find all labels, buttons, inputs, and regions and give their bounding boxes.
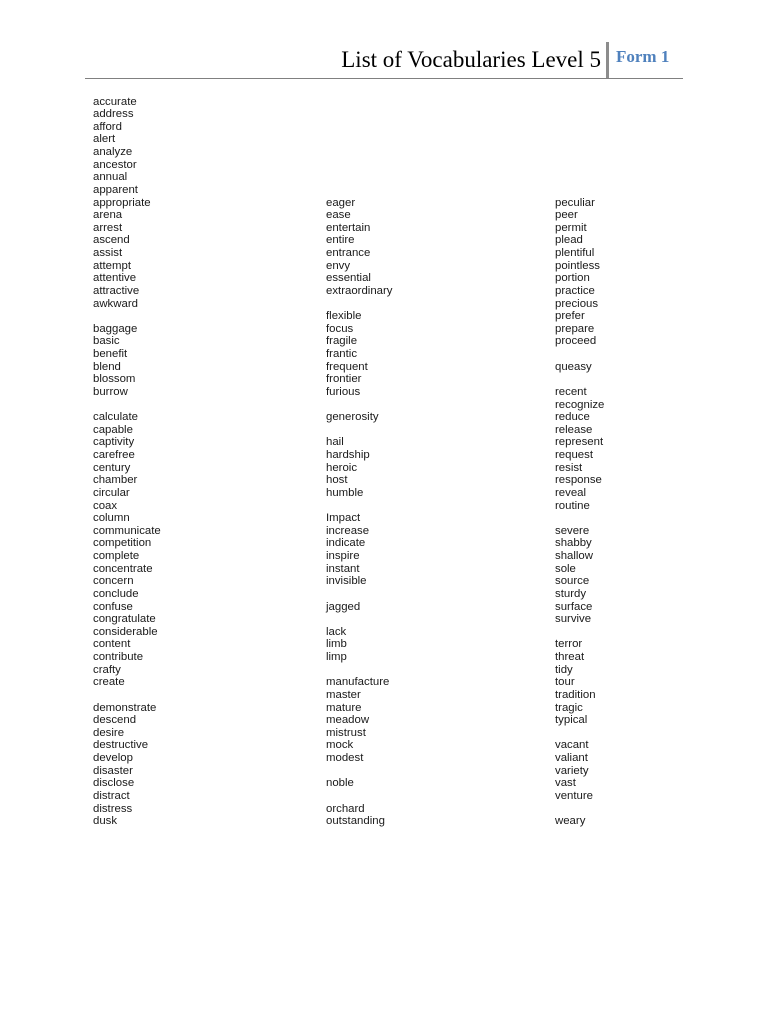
page-title: List of Vocabularies Level 5 — [341, 47, 601, 72]
vocab-word: demonstrate — [93, 701, 157, 714]
vocab-word: concern — [93, 575, 134, 588]
spacer-line — [326, 171, 392, 184]
spacer-line — [555, 184, 604, 197]
vocab-word: entertain — [326, 221, 371, 234]
vocab-word: resist — [555, 461, 583, 474]
vocab-word: reveal — [555, 486, 587, 499]
vocab-word: reduce — [555, 411, 590, 424]
vocab-word: ease — [326, 209, 351, 222]
vocab-word: destructive — [93, 739, 149, 752]
vocab-word: Impact — [326, 512, 361, 525]
vocab-word: modest — [326, 752, 364, 764]
vocab-word: permit — [555, 221, 587, 234]
vocab-word: tidy — [555, 663, 573, 676]
spacer-line — [326, 588, 392, 601]
vocab-word: content — [93, 638, 131, 651]
vocab-word: proceed — [555, 335, 597, 348]
vocab-word: captivity — [93, 436, 135, 449]
vocab-word: severe — [555, 524, 590, 537]
vocab-word: communicate — [93, 524, 161, 537]
spacer-line — [326, 121, 392, 134]
vocab-word: terror — [555, 638, 583, 651]
vocab-word: ascend — [93, 234, 130, 247]
vocab-word: peer — [555, 209, 578, 222]
vocab-word: frontier — [326, 373, 362, 386]
vocab-word: annual — [93, 171, 128, 184]
vocab-word: distract — [93, 789, 130, 802]
word-column-1 — [93, 96, 161, 828]
spacer-line — [93, 399, 161, 412]
spacer-line — [326, 765, 392, 778]
word-column-2 — [326, 96, 392, 828]
vocab-word: practice — [555, 284, 595, 297]
vocab-word: release — [555, 423, 593, 436]
spacer-line — [326, 664, 392, 677]
vocab-word: analyze — [93, 146, 133, 158]
vocab-word: mature — [326, 701, 362, 714]
vocab-word: frequent — [326, 360, 368, 373]
vocab-word: calculate — [93, 411, 138, 424]
vocab-word: develop — [93, 752, 133, 764]
vocab-word: chamber — [93, 474, 138, 487]
vocab-word: circular — [93, 486, 130, 499]
vocab-word: envy — [326, 259, 351, 272]
vocab-word: weary — [555, 815, 586, 828]
spacer-line — [326, 133, 392, 146]
vocab-word: noble — [326, 777, 354, 790]
spacer-line — [555, 373, 604, 386]
vocab-word: plentiful — [555, 247, 595, 259]
spacer-line — [326, 96, 392, 109]
vocab-word: limp — [326, 651, 347, 663]
vocab-word: confuse — [93, 600, 133, 613]
vocab-word: shabby — [555, 537, 592, 550]
vocab-word: peculiar — [555, 196, 595, 209]
vocab-word: column — [93, 512, 130, 525]
spacer-line — [326, 108, 392, 121]
vocab-word: mock — [326, 739, 354, 752]
spacer-line — [93, 310, 161, 323]
vocab-word: represent — [555, 436, 604, 449]
vocab-word: outstanding — [326, 815, 385, 828]
spacer-line — [555, 171, 604, 184]
spacer-line — [326, 184, 392, 197]
vocab-word: arena — [93, 209, 123, 222]
vocab-word: alert — [93, 133, 116, 146]
vocab-word: source — [555, 575, 590, 588]
vocab-word: hardship — [326, 449, 370, 461]
vocab-word: recent — [555, 385, 587, 398]
spacer-line — [326, 159, 392, 172]
vocab-word: disclose — [93, 777, 135, 790]
vocab-word: apparent — [93, 183, 138, 196]
vocab-word: manufacture — [326, 676, 390, 689]
vocab-word: generosity — [326, 411, 379, 424]
vocab-word: assist — [93, 247, 123, 259]
spacer-line — [93, 689, 161, 702]
vocab-word: instant — [326, 562, 360, 575]
vocab-word: sole — [555, 562, 576, 575]
vocab-word: master — [326, 688, 361, 701]
vocab-word: competition — [93, 537, 152, 550]
vocab-word: fragile — [326, 335, 358, 348]
page-header — [0, 0, 768, 80]
vocab-word: response — [555, 474, 602, 487]
vocab-word: considerable — [93, 625, 158, 638]
vocab-word: typical — [555, 714, 588, 727]
spacer-line — [555, 159, 604, 172]
vocab-word: baggage — [93, 322, 138, 335]
vocab-word: frantic — [326, 348, 358, 360]
vocab-word: distress — [93, 802, 133, 815]
vocab-word: survive — [555, 613, 592, 626]
header-rule — [85, 78, 683, 79]
vocab-word: crafty — [93, 663, 121, 676]
spacer-line — [555, 512, 604, 525]
vocab-word: burrow — [93, 385, 128, 398]
vocab-word: blend — [93, 360, 121, 373]
vocab-word: flexible — [326, 310, 362, 323]
spacer-line — [326, 424, 392, 437]
vocab-word: queasy — [555, 360, 592, 373]
vocab-word: attentive — [93, 272, 137, 285]
spacer-line — [555, 133, 604, 146]
vocab-word: invisible — [326, 575, 367, 588]
vocab-word: create — [93, 676, 125, 689]
vocab-word: valiant — [555, 752, 588, 764]
spacer-line — [326, 613, 392, 626]
vocab-word: inspire — [326, 550, 360, 562]
vocab-word: shallow — [555, 550, 593, 562]
vocab-word: heroic — [326, 461, 358, 474]
vocab-word: ancestor — [93, 158, 137, 171]
vocab-word: jagged — [326, 600, 361, 613]
vocab-word: address — [93, 108, 134, 121]
vocab-word: precious — [555, 297, 599, 310]
vocab-word: venture — [555, 789, 593, 802]
vocab-word: awkward — [93, 297, 138, 310]
vocab-word: entire — [326, 234, 355, 247]
vocab-word: carefree — [93, 449, 135, 461]
spacer-line — [555, 727, 604, 740]
vocab-word: attempt — [93, 259, 131, 272]
vocab-word: congratulate — [93, 613, 156, 626]
vocab-word: essential — [326, 272, 371, 285]
vocab-word: complete — [93, 550, 140, 562]
vocab-word: threat — [555, 651, 585, 663]
vocab-word: prefer — [555, 310, 585, 323]
spacer-line — [555, 96, 604, 109]
vocab-word: indicate — [326, 537, 366, 550]
vocab-word: dusk — [93, 815, 118, 828]
form-label: Form 1 — [616, 47, 670, 66]
vocab-word: tragic — [555, 701, 583, 714]
vocab-word: arrest — [93, 221, 123, 234]
vocab-word: tour — [555, 676, 575, 689]
vocab-word: focus — [326, 322, 354, 335]
vocab-word: attractive — [93, 284, 140, 297]
vocab-word: conclude — [93, 587, 139, 600]
spacer-line — [555, 108, 604, 121]
vocab-word: pointless — [555, 259, 600, 272]
vocab-word: surface — [555, 600, 593, 613]
vocab-word: desire — [93, 726, 125, 739]
vocab-word: descend — [93, 714, 137, 727]
vocab-word: vast — [555, 777, 576, 790]
spacer-line — [555, 803, 604, 816]
vocab-word: extraordinary — [326, 284, 393, 297]
vocab-word: century — [93, 461, 131, 474]
vocab-word: orchard — [326, 802, 365, 815]
vocab-word: tradition — [555, 688, 596, 701]
vocab-word: disaster — [93, 764, 133, 777]
vocab-word: recognize — [555, 398, 605, 411]
vocab-word: limb — [326, 638, 347, 651]
vocab-word: variety — [555, 764, 589, 777]
vocab-word: basic — [93, 335, 120, 348]
vocab-word: prepare — [555, 322, 595, 335]
spacer-line — [326, 500, 392, 513]
vocab-word: contribute — [93, 651, 144, 663]
vocab-word: routine — [555, 499, 590, 512]
vocab-word: blossom — [93, 373, 136, 386]
spacer-line — [555, 626, 604, 639]
vocab-word: sturdy — [555, 587, 587, 600]
spacer-line — [555, 146, 604, 159]
vocab-word: mistrust — [326, 726, 366, 739]
vocab-word: coax — [93, 499, 118, 512]
vocab-word: increase — [326, 524, 370, 537]
vocab-word: entrance — [326, 247, 371, 259]
vocab-word: lack — [326, 625, 347, 638]
vocab-word: appropriate — [93, 196, 151, 209]
vocab-word: host — [326, 474, 348, 487]
spacer-line — [555, 348, 604, 361]
vocab-word: eager — [326, 196, 356, 209]
vocab-word: humble — [326, 486, 364, 499]
word-column-3 — [555, 96, 604, 828]
spacer-line — [326, 298, 392, 311]
vocab-word: furious — [326, 385, 361, 398]
vocab-word: meadow — [326, 714, 370, 727]
vocab-word: request — [555, 449, 593, 461]
vocab-word: portion — [555, 272, 590, 285]
spacer-line — [326, 146, 392, 159]
vocab-word: concentrate — [93, 562, 153, 575]
vocab-word: capable — [93, 423, 133, 436]
vocab-word: plead — [555, 234, 583, 247]
spacer-line — [555, 121, 604, 134]
vocab-word: vacant — [555, 739, 589, 752]
header-divider — [606, 42, 609, 78]
vocab-word: hail — [326, 436, 344, 449]
spacer-line — [326, 790, 392, 803]
vocab-word: afford — [93, 120, 122, 133]
vocab-word: benefit — [93, 348, 128, 360]
vocab-word: accurate — [93, 95, 137, 108]
spacer-line — [326, 399, 392, 412]
